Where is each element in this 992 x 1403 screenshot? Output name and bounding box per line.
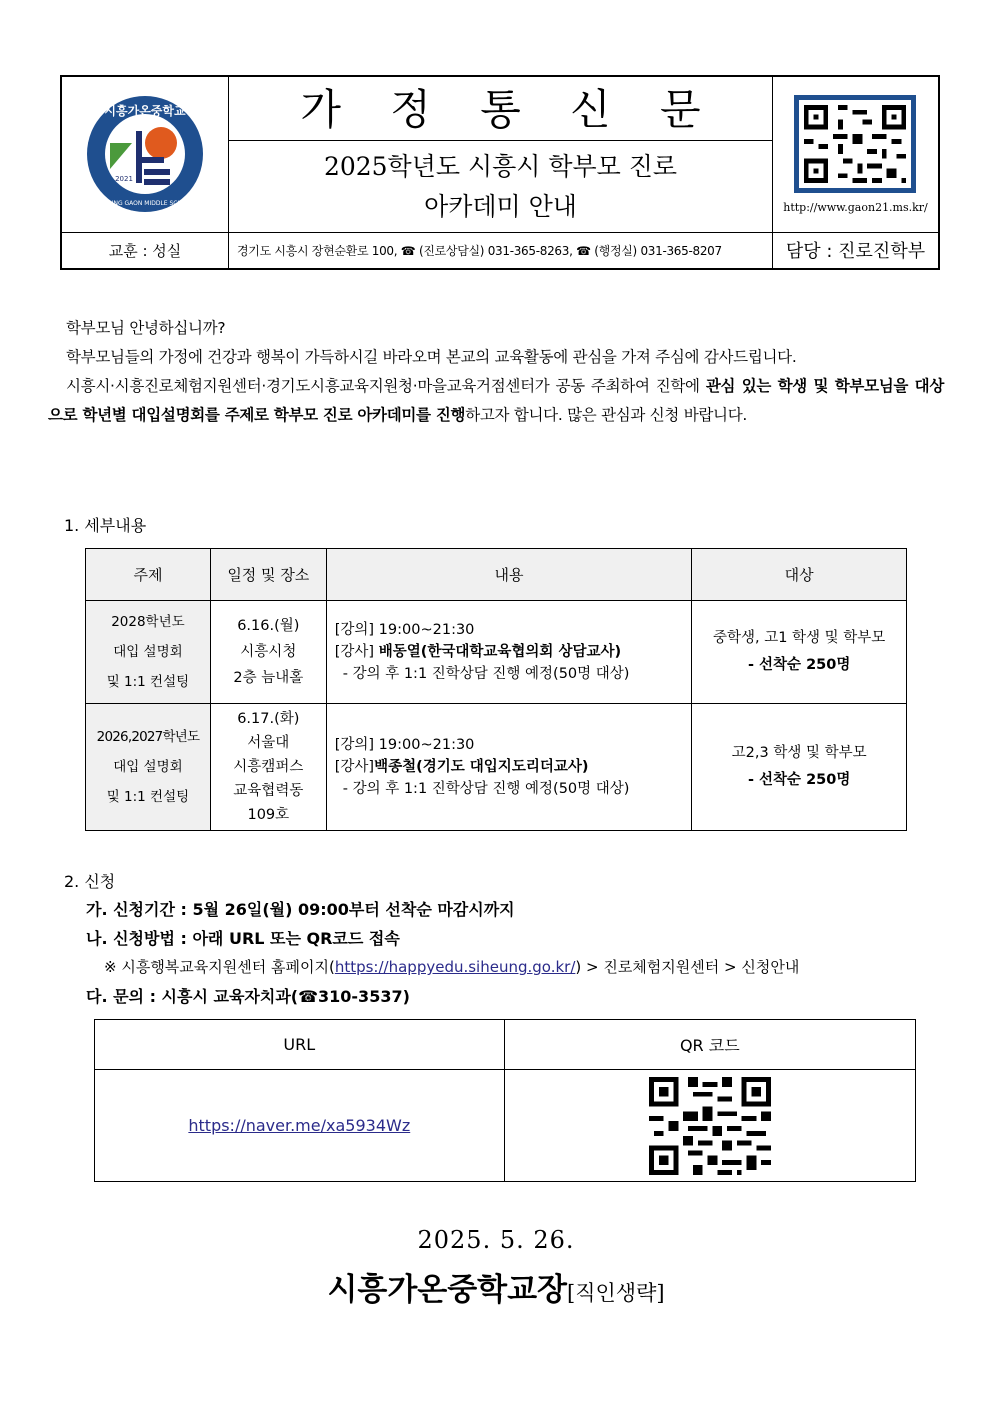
schedule-line: 6.17.(화) xyxy=(237,711,300,727)
subtitle-line-1: 2025학년도 시흥시 학부모 진로 xyxy=(323,152,678,181)
paragraph-2-emphasis: 관심 있는 학생 및 학부모님을 대상으로 학년별 대입설명회를 주제로 학부모 진로 아카데미를 진행 xyxy=(48,377,944,424)
detail-table-header xyxy=(86,549,907,601)
detail-table xyxy=(85,548,907,831)
schedule-line: 109호 xyxy=(247,807,290,823)
paragraph-2 xyxy=(48,372,944,430)
paragraph-2-part-c: 하고자 합니다. 많은 관심과 신청 바랍니다. xyxy=(465,406,748,424)
row-content xyxy=(326,601,692,704)
speaker xyxy=(335,756,692,778)
target-limit: - 선착순 250명 xyxy=(747,657,851,673)
subject-line: 대입 설명회 xyxy=(113,644,183,660)
happyedu-link[interactable]: https://happyedu.siheung.go.kr/ xyxy=(334,958,576,976)
apply-info xyxy=(86,895,956,1011)
speaker xyxy=(335,641,692,663)
header-content: 내용 xyxy=(326,549,692,601)
subtitle-line-2: 아카데미 안내 xyxy=(424,192,577,221)
note-suffix: ) > 진로체험지원센터 > 신청안내 xyxy=(575,958,800,976)
paragraph-2-part-a: 시흥시·시흥진로체험지원센터·경기도시흥교육지원청·마을교육거점센터가 공동 주최하여 진학에 xyxy=(66,377,706,395)
row-subject xyxy=(86,704,211,831)
header-subject: 주제 xyxy=(86,549,211,601)
document-subtitle xyxy=(229,143,772,231)
greeting: 학부모님 안녕하십니까? xyxy=(66,319,226,337)
schedule-line: 교육협력동 xyxy=(233,783,304,799)
target-audience: 고2,3 학생 및 학부모 xyxy=(731,745,867,761)
issue-date: 2025. 5. 26. xyxy=(417,1226,575,1254)
qr-code-icon[interactable] xyxy=(649,1077,771,1175)
school-website-url: http://www.gaon21.ms.kr/ xyxy=(783,201,928,214)
letter-body xyxy=(48,314,944,430)
apply-note xyxy=(86,953,956,982)
speaker-label: [강사] xyxy=(334,644,379,660)
paragraph-1: 학부모님들의 가정에 건강과 행복이 가득하시길 바라오며 본교의 교육활동에 관심을 가져 주심에 감사드립니다. xyxy=(66,348,797,366)
header-target: 대상 xyxy=(692,549,907,601)
subject-line: 2026,2027학년도 xyxy=(96,729,200,745)
school-motto: 교훈 : 성실 xyxy=(108,242,182,260)
short-url-link[interactable]: https://naver.me/xa5934Wz xyxy=(188,1116,411,1135)
url-cell xyxy=(95,1070,505,1182)
schedule-line: 시흥시청 xyxy=(240,644,297,660)
apply-table xyxy=(94,1019,916,1182)
header-schedule: 일정 및 장소 xyxy=(210,549,326,601)
row-subject xyxy=(86,601,211,704)
apply-table-header xyxy=(95,1020,916,1070)
qr-code-icon xyxy=(794,95,916,193)
speaker-name: 배동열(한국대학교육협의회 상담교사) xyxy=(378,644,622,660)
principal-title: 시흥가온중학교장 xyxy=(327,1272,568,1308)
subject-line: 및 1:1 컨설팅 xyxy=(106,674,190,690)
row-target xyxy=(692,704,907,831)
subject-line: 및 1:1 컨설팅 xyxy=(106,789,190,805)
table-row xyxy=(86,601,907,704)
document-title: 가 정 통 신 문 xyxy=(300,85,719,134)
responsible-department: 담당 : 진로진학부 xyxy=(785,241,926,262)
header-box xyxy=(60,75,940,270)
header-url: URL xyxy=(95,1020,505,1070)
schedule-line: 6.16.(월) xyxy=(237,618,300,634)
row-target xyxy=(692,601,907,704)
school-logo-icon xyxy=(84,93,206,215)
subject-line: 2028학년도 xyxy=(111,614,185,630)
lecture-time: [강의] 19:00~21:30 xyxy=(334,737,475,753)
seal-omitted: [직인생략] xyxy=(567,1281,665,1305)
apply-period: 가. 신청기간 : 5월 26일(월) 09:00부터 선착순 마감시까지 xyxy=(86,900,515,919)
section-2-title: 2. 신청 xyxy=(64,872,116,891)
schedule-line: 2층 늠내홀 xyxy=(233,670,304,686)
target-audience: 중학생, 고1 학생 및 학부모 xyxy=(712,630,886,646)
subject-line: 대입 설명회 xyxy=(113,759,183,775)
speaker-label: [강사] xyxy=(334,759,375,775)
qr-cell xyxy=(504,1070,915,1182)
consult-note: - 강의 후 1:1 진학상담 진행 예정(50명 대상) xyxy=(342,781,630,797)
apply-method: 나. 신청방법 : 아래 URL 또는 QR코드 접속 xyxy=(86,929,400,948)
row-content xyxy=(326,704,692,831)
lecture-time: [강의] 19:00~21:30 xyxy=(334,622,475,638)
target-limit: - 선착순 250명 xyxy=(747,772,851,788)
table-row xyxy=(86,704,907,831)
apply-contact: 다. 문의 : 시흥시 교육자치과(☎310-3537) xyxy=(86,987,410,1006)
row-schedule xyxy=(210,601,326,704)
principal-signature xyxy=(0,1264,992,1309)
schedule-line: 시흥캠퍼스 xyxy=(233,759,304,775)
note-prefix: ※ 시흥행복교육지원센터 홈페이지( xyxy=(104,958,335,976)
section-1-title: 1. 세부내용 xyxy=(64,516,147,535)
speaker-name: 백종철(경기도 대입지도리더교사) xyxy=(374,759,589,775)
schedule-line: 서울대 xyxy=(247,735,290,751)
header-qr: QR 코드 xyxy=(504,1020,915,1070)
consult-note: - 강의 후 1:1 진학상담 진행 예정(50명 대상) xyxy=(342,666,630,682)
apply-table-row xyxy=(95,1070,916,1182)
row-schedule xyxy=(210,704,326,831)
logo-year: 2021 xyxy=(115,175,133,183)
logo-ring-text-en: SIHEUNG GAON MIDDLE SCHOOL xyxy=(95,200,195,207)
logo-ring-text: 시흥가온중학교 xyxy=(104,104,186,118)
school-address: 경기도 시흥시 장현순환로 100, ☎ (진로상담실) 031-365-8263, ☎ (행정실) 031-365-8207 xyxy=(237,244,722,258)
